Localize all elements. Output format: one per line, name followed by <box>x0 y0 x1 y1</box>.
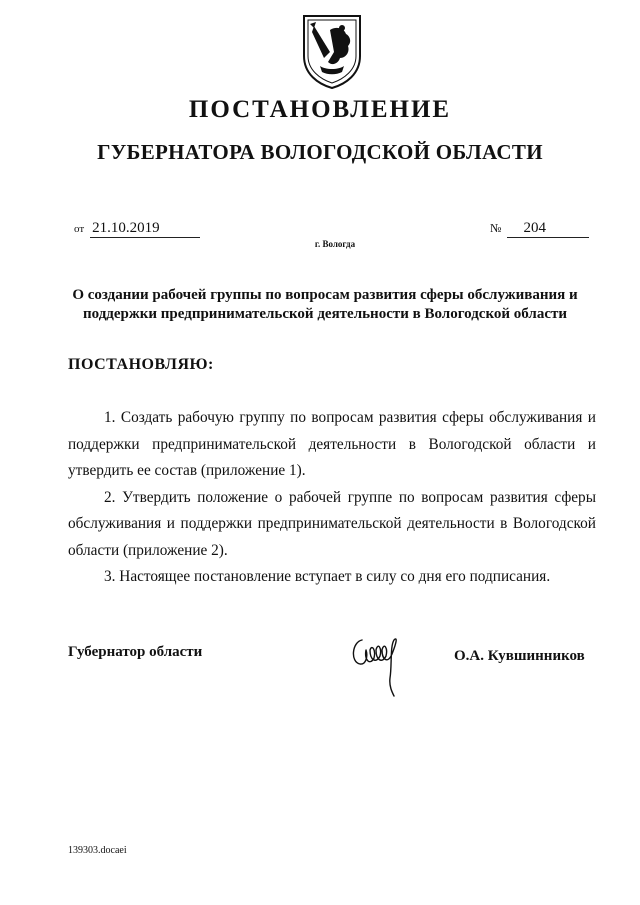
handwritten-signature-icon <box>340 620 420 700</box>
resolve-heading: ПОСТАНОВЛЯЮ: <box>68 356 214 373</box>
paragraph-2: 2. Утвердить положение о рабочей группе по вопросам развития сферы обслуживания и поддержки предпринимательской деятельности в Вологодской области (приложение 2). <box>68 488 596 559</box>
paragraph-1: 1. Создать рабочую группу по вопросам развития сферы обслуживания и поддержки предпринимательской деятельности в Вологодской области и утвердить ее состав (приложение 1). <box>68 409 596 479</box>
document-subtitle: ГУБЕРНАТОРА ВОЛОГОДСКОЙ ОБЛАСТИ <box>97 140 543 164</box>
signer-name: О.А. Кувшинников <box>454 648 585 664</box>
document-title: ПОСТАНОВЛЕНИЕ <box>188 96 452 123</box>
document-body <box>68 405 596 591</box>
date-label: от <box>74 223 85 235</box>
signer-role: Губернатор области <box>68 644 203 660</box>
document-number: 204 <box>507 220 589 238</box>
number-row <box>490 220 589 238</box>
date-row <box>74 220 200 238</box>
file-reference: 139303.docaei <box>68 845 127 856</box>
paragraph-3: 3. Настоящее постановление вступает в силу со дня его подписания. <box>104 568 551 585</box>
document-subject: О создании рабочей группы по вопросам развития сферы обслуживания и поддержки предпринимательской деятельности в Вологодской области <box>72 287 578 322</box>
document-date: 21.10.2019 <box>90 220 200 238</box>
city: г. Вологда <box>314 239 356 249</box>
number-label: № <box>490 221 502 235</box>
vologda-coat-of-arms-icon <box>300 12 364 90</box>
